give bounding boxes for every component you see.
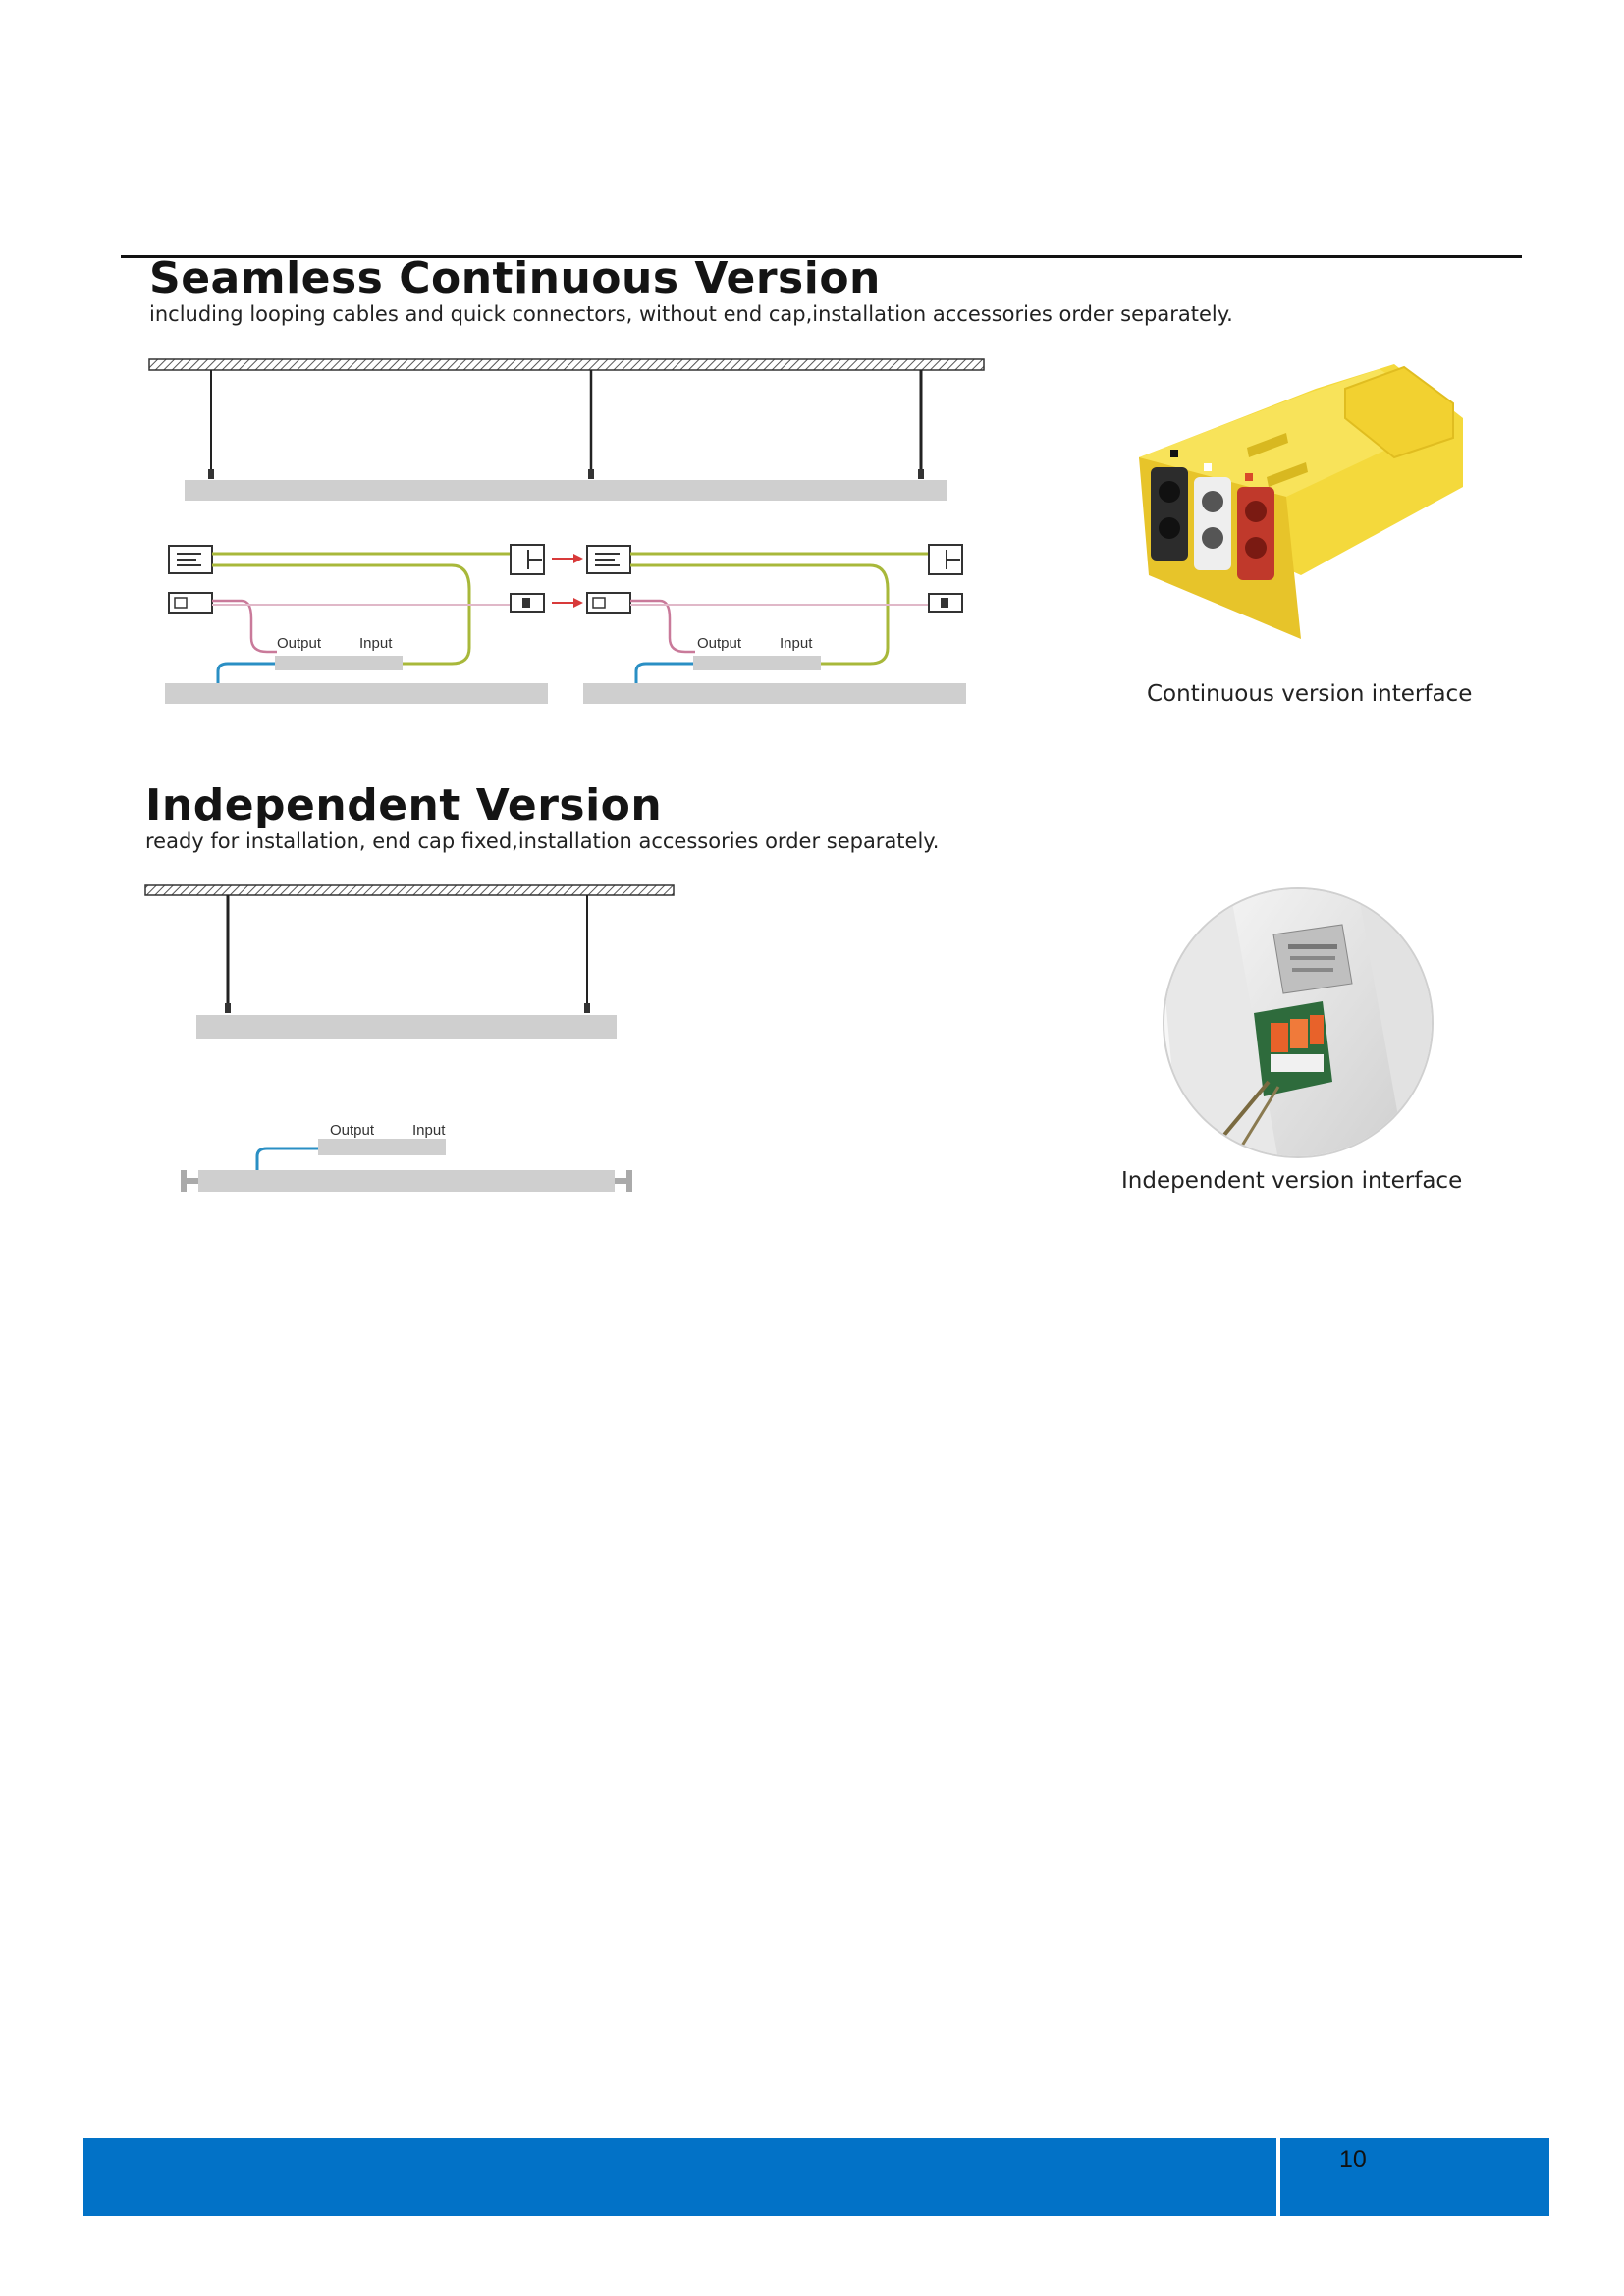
- luminaire-bar: [196, 1015, 617, 1039]
- output-label: Output: [697, 635, 742, 652]
- continuous-subtitle: including looping cables and quick connectors, without end cap,installation accessories order separately.: [149, 302, 1233, 326]
- output-label: Output: [330, 1122, 375, 1139]
- footer-bar: [83, 2138, 1549, 2216]
- independent-title: Independent Version: [145, 780, 663, 830]
- continuous-image-caption: Continuous version interface: [1147, 681, 1473, 707]
- independent-image-caption: Independent version interface: [1121, 1168, 1463, 1194]
- independent-interface-image: [1161, 885, 1435, 1160]
- independent-subtitle: ready for installation, end cap fixed,installation accessories order separately.: [145, 829, 940, 853]
- page-number: 10: [1339, 2146, 1367, 2173]
- input-label: Input: [780, 635, 813, 652]
- output-label: Output: [277, 635, 322, 652]
- luminaire-bar: [198, 1170, 615, 1192]
- input-label: Input: [359, 635, 393, 652]
- footer-divider: [1276, 2138, 1280, 2216]
- input-label: Input: [412, 1122, 446, 1139]
- continuous-title: Seamless Continuous Version: [149, 253, 881, 303]
- ceiling: [145, 885, 674, 895]
